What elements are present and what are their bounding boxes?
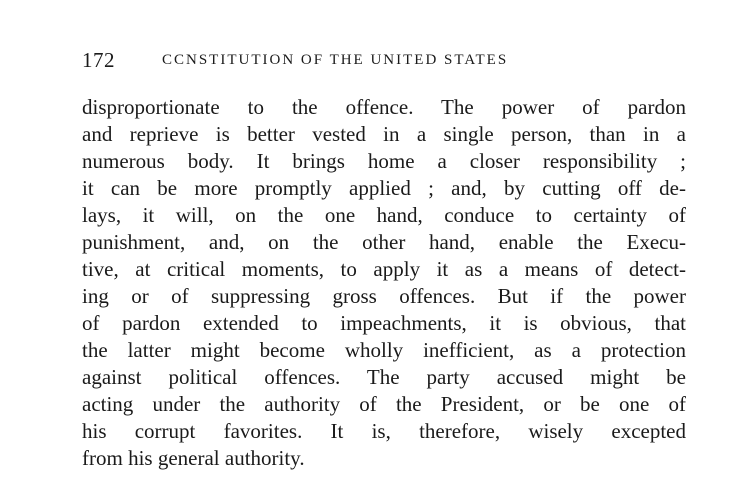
text-line: disproportionate to the offence. The power of pardon	[82, 95, 686, 119]
text-line: ing or of suppressing gross offences. But if the power	[82, 284, 686, 308]
running-head	[82, 48, 682, 74]
running-title: CCNSTITUTION OF THE UNITED STATES	[162, 52, 509, 68]
text-line: and reprieve is better vested in a single person, than in a	[82, 122, 686, 146]
text-line: of pardon extended to impeachments, it is obvious, that	[82, 311, 686, 335]
text-line: against political offences. The party accused might be	[82, 365, 686, 389]
text-line: tive, at critical moments, to apply it as a means of detect-	[82, 257, 686, 281]
body-paragraph	[82, 94, 686, 472]
text-line: it can be more promptly applied ; and, by cutting off de-	[82, 176, 686, 200]
text-line: from his general authority.	[82, 446, 305, 470]
text-line: numerous body. It brings home a closer responsibility ;	[82, 149, 686, 173]
text-line: punishment, and, on the other hand, enable the Execu-	[82, 230, 686, 254]
text-line: his corrupt favorites. It is, therefore, wisely excepted	[82, 419, 686, 443]
text-line: lays, it will, on the one hand, conduce to certainty of	[82, 203, 686, 227]
page-number: 172	[82, 48, 115, 72]
text-line: acting under the authority of the President, or be one of	[82, 392, 686, 416]
text-line: the latter might become wholly inefficient, as a protection	[82, 338, 686, 362]
